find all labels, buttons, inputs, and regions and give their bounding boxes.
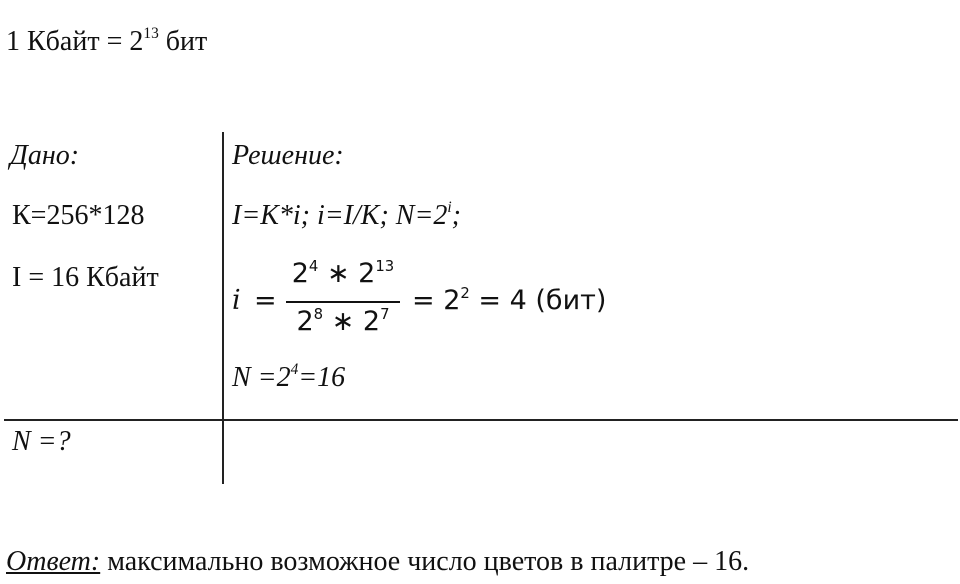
table-horizontal-divider	[4, 419, 958, 421]
denominator-exp-2: 7	[380, 304, 390, 323]
equation-equals: =	[254, 285, 277, 316]
result-exponent: 2	[460, 283, 470, 302]
answer-label: Ответ:	[6, 546, 101, 577]
unit-conversion	[6, 25, 208, 57]
solution-formulas-end: ;	[451, 200, 461, 231]
fraction-bar	[286, 301, 400, 303]
solution-formulas	[232, 199, 461, 231]
equation-result	[412, 283, 607, 316]
equation-variable: 𝑖	[232, 285, 241, 316]
unit-conversion-exponent: 13	[143, 25, 159, 43]
n-calculation	[232, 361, 346, 393]
numerator-operator: ∗	[318, 258, 359, 289]
result-rhs: = 4 (бит)	[469, 285, 607, 316]
solution-formulas-exponent: i	[447, 199, 452, 217]
result-lhs: = 2	[412, 285, 461, 316]
solution-formulas-main: I=K*i; i=I/K; N=2	[232, 200, 448, 231]
given-i-value: I = 16 Кбайт	[12, 262, 159, 293]
numerator-exp-2: 13	[375, 256, 395, 275]
numerator-exp-1: 4	[308, 256, 319, 275]
answer-line	[6, 548, 749, 576]
fraction-denominator	[286, 304, 400, 337]
given-k-value: К=256*128	[12, 200, 145, 231]
unit-conversion-rhs: бит	[158, 26, 208, 57]
fraction-numerator	[286, 256, 400, 289]
n-calculation-lhs: N =2	[232, 362, 291, 393]
n-calculation-rhs: =16	[298, 362, 346, 393]
n-calculation-exponent: 4	[290, 361, 299, 379]
table-vertical-divider	[222, 132, 224, 484]
denominator-operator: ∗	[323, 306, 363, 337]
denominator-exp-1: 8	[313, 304, 324, 323]
answer-text: максимально возможное число цветов в палитре – 16.	[100, 546, 750, 577]
solution-title: Решение:	[232, 140, 344, 171]
unit-conversion-lhs: 1 Кбайт = 2	[6, 26, 144, 57]
denominator-base-2: 2	[362, 306, 381, 337]
numerator-base-2: 2	[358, 258, 376, 289]
find-n: N =?	[12, 426, 71, 457]
numerator-base-1: 2	[291, 258, 309, 289]
equation-fraction	[286, 256, 400, 346]
given-title: Дано:	[10, 140, 80, 171]
denominator-base-1: 2	[296, 306, 314, 337]
